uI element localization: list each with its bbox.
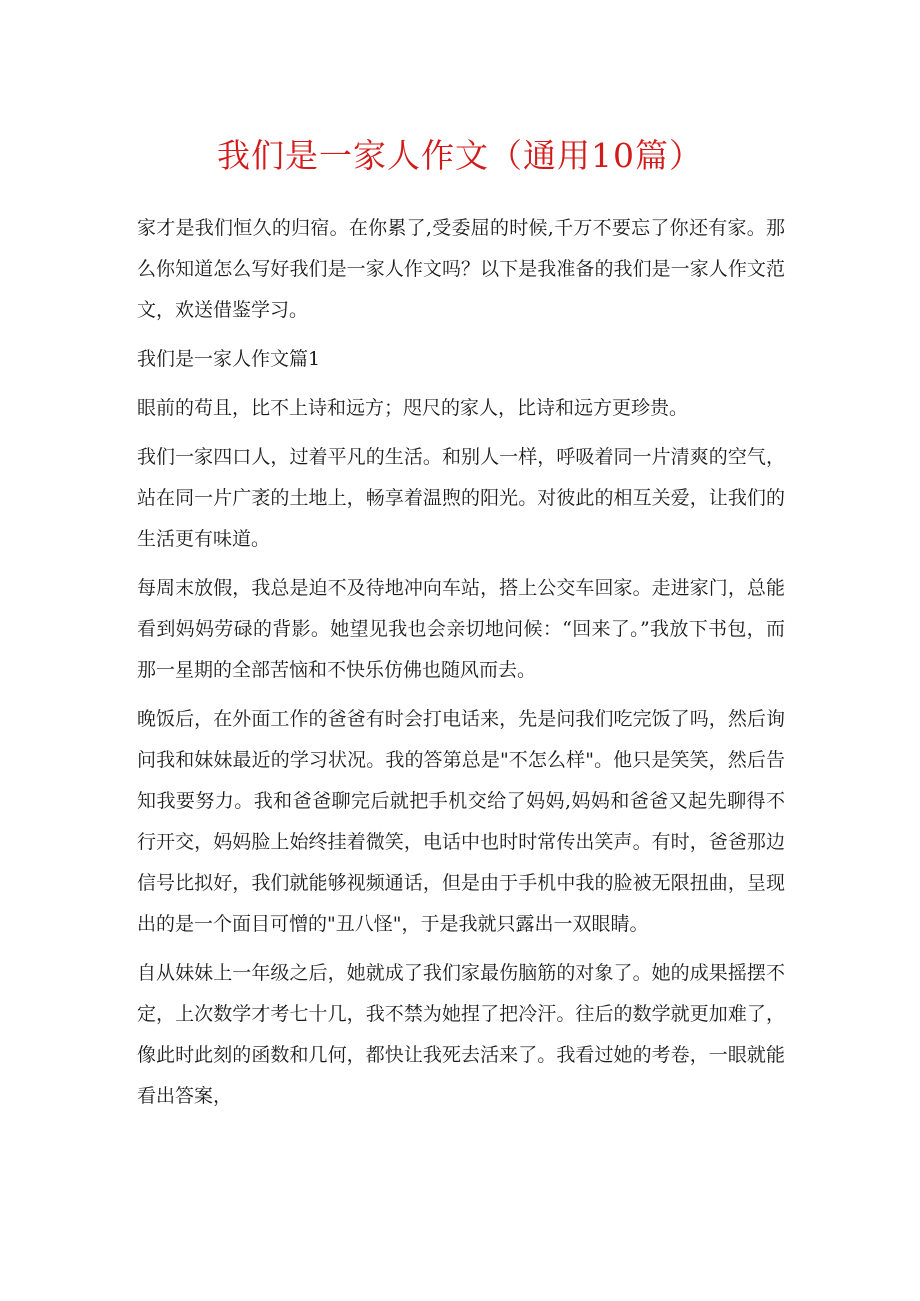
document-body (137, 208, 785, 1125)
body-paragraph: 我们一家四口人，过着平凡的生活。和别人一样，呼吸着同一片清爽的空气，站在同一片广袤的土地上，畅享着温煦的阳光。对彼此的相互关爱，让我们的生活更有味道。 (137, 446, 785, 550)
document-title: 我们是一家人作文（通用10篇） (217, 136, 703, 175)
intro-paragraph: 家才是我们恒久的归宿。在你累了,受委屈的时候,千万不要忘了你还有家。那么你知道怎么写好我们是一家人作文吗？以下是我准备的我们是一家人作文范文，欢送借鉴学习。 (137, 217, 785, 321)
body-paragraph: 眼前的苟且，比不上诗和远方；咫尺的家人，比诗和远方更珍贵。 (137, 397, 689, 419)
body-paragraph: 晚饭后，在外面工作的爸爸有时会打电话来，先是问我们吃完饭了吗，然后询问我和妹妹最近的学习状况。我的答第总是"不怎么样"。他只是笑笑，然后告知我要努力。我和爸爸聊完后就把手机交给了妈妈,妈妈和爸爸又起先聊得不行开交，妈妈脸上始终挂着微笑，电话中也时时常传出笑声。有时，爸爸那边信号比拟好，我们就能够视频通话，但是由于手机中我的脸被无限扭曲，呈现出的是一个面目可憎的"丑八怪"，于是我就只露出一双眼睛。 (137, 708, 785, 935)
body-paragraph: 自从妹妹上一年级之后，她就成了我们家最伤脑筋的对象了。她的成果摇摆不定，上次数学才考七十几，我不禁为她捏了把冷汗。往后的数学就更加难了，像此时此刻的函数和几何，都快让我死去活来了。我看过她的考卷，一眼就能看出答案， (137, 962, 785, 1107)
section-heading: 我们是一家人作文篇1 (137, 348, 321, 370)
body-paragraph: 每周末放假，我总是迫不及待地冲向车站，搭上公交车回家。走进家门，总能看到妈妈劳碌的背影。她望见我也会亲切地问候：“回来了。”我放下书包，而那一星期的全部苦恼和不快乐仿佛也随风而去。 (137, 577, 785, 681)
